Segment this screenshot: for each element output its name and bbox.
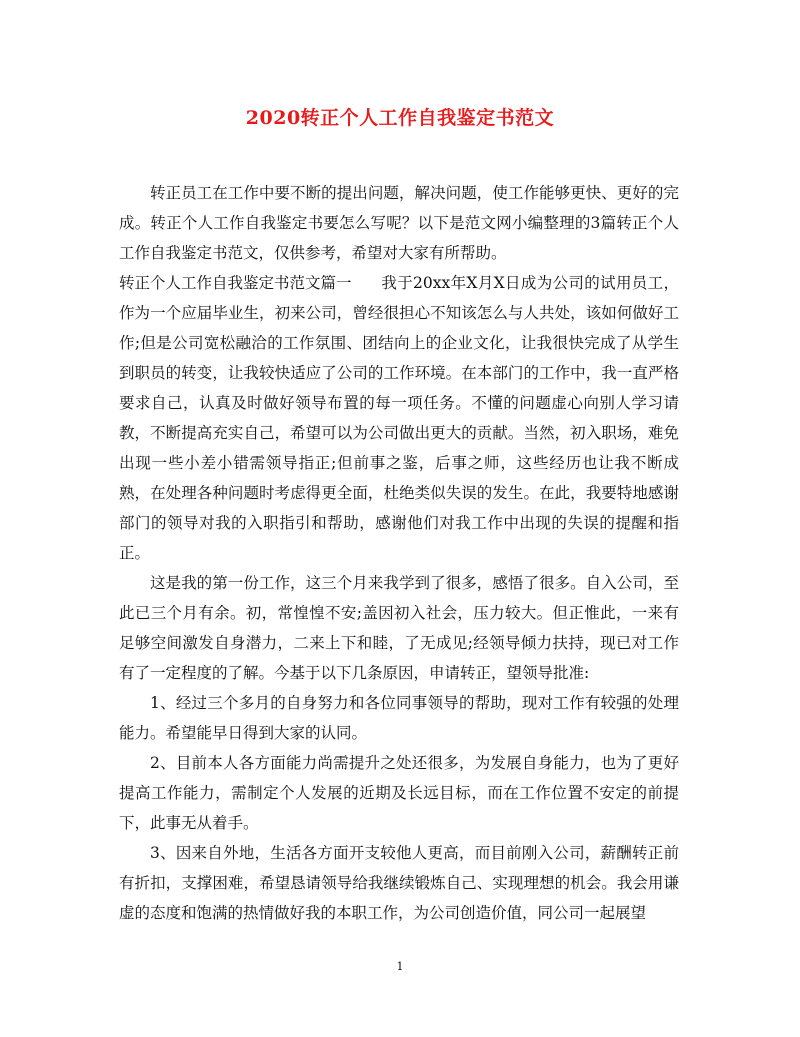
reason-item-2: 2、目前本人各方面能力尚需提升之处还很多，为发展自身能力，也为了更好提高工作能力，需制定个人发展的近期及长远目标，而在工作位置不安定的前提下，此事无从着手。 [119, 754, 679, 832]
document-title: 2020转正个人工作自我鉴定书范文 [245, 107, 555, 129]
article-paragraph-1 [119, 268, 679, 568]
article-paragraph-2: 这是我的第一份工作，这三个月来我学到了很多，感悟了很多。自入公司，至此已三个月有余。初，常惶惶不安;盖因初入社会，压力较大。但正惟此，一来有足够空间激发自身潜力，二来上下和睦，了无成见;经领导倾力扶持，现已对工作有了一定程度的了解。今基于以下几条原因，申请转正，望领导批准: [119, 574, 679, 682]
intro-paragraph: 转正员工在工作中要不断的提出问题，解决问题，使工作能够更快、更好的完成。转正个人工作自我鉴定书要怎么写呢？以下是范文网小编整理的3篇转正个人工作自我鉴定书范文，仅供参考，希望对大家有所帮助。 [119, 184, 679, 262]
reason-item-1: 1、经过三个多月的自身努力和各位同事领导的帮助，现对工作有较强的处理能力。希望能早日得到大家的认同。 [119, 694, 679, 742]
article-heading: 转正个人工作自我鉴定书范文篇一 [119, 274, 352, 292]
page-number: 1 [396, 960, 404, 973]
document-body [119, 178, 679, 928]
reason-item-3: 3、因来自外地，生活各方面开支较他人更高，而目前刚入公司，薪酬转正前有折扣，支撑困难，希望恳请领导给我继续锻炼自己、实现理想的机会。我会用谦虚的态度和饱满的热情做好我的本职工作，为公司创造价值，同公司一起展望 [119, 844, 679, 922]
article-paragraph-1-text: 我于20xx年X月X日成为公司的试用员工，作为一个应届毕业生，初来公司，曾经很担心不知该怎么与人共处，该如何做好工作;但是公司宽松融洽的工作氛围、团结向上的企业文化，让我很快完成了从学生到职员的转变，让我较快适应了公司的工作环境。在本部门的工作中，我一直严格要求自己，认真及时做好领导布置的每一项任务。不懂的问题虚心向别人学习请教，不断提高充实自己，希望可以为公司做出更大的贡献。当然，初入职场，难免出现一些小差小错需领导指正;但前事之鉴，后事之师，这些经历也让我不断成熟，在处理各种问题时考虑得更全面，杜绝类似失误的发生。在此，我要特地感谢部门的领导对我的入职指引和帮助，感谢他们对我工作中出现的失误的提醒和指正。 [119, 274, 679, 562]
